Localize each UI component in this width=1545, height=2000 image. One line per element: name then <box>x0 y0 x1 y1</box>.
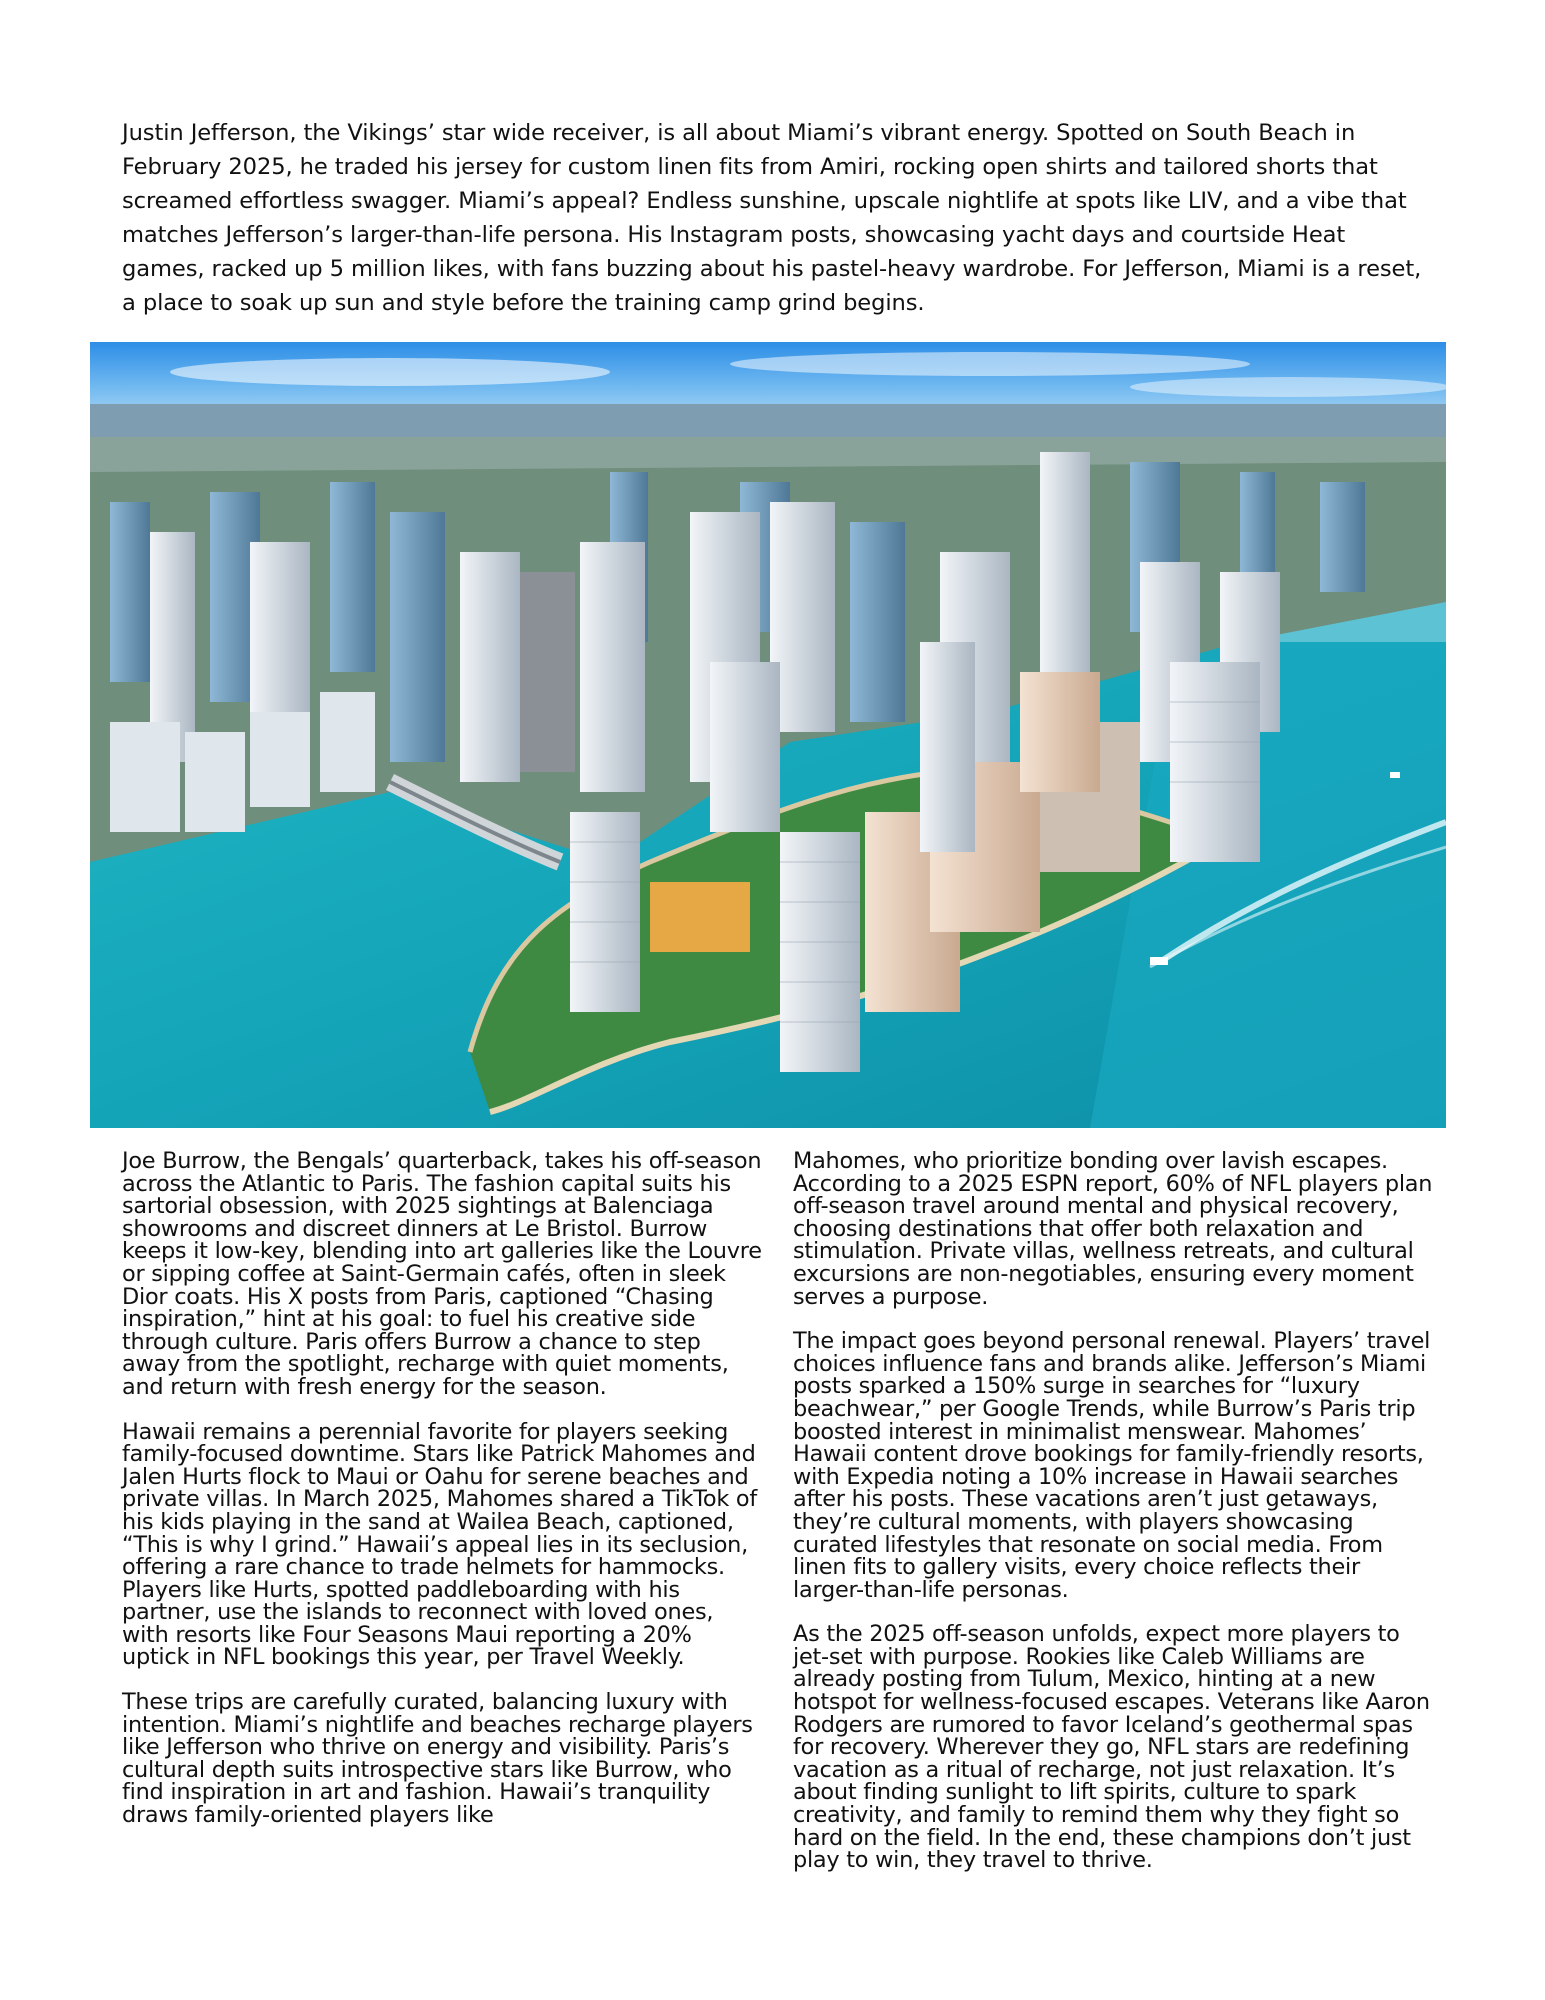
miami-aerial-photo <box>90 342 1446 1128</box>
intro-paragraph: Justin Jefferson, the Vikings’ star wide receiver, is all about Miami’s vibrant energy. Spotted on South Beach in February 2025, he traded his jersey for custom linen fits from Amiri, rocking open shirts and tailored shorts that screamed effortless swagger. Miami’s appeal? Endless sunshine, upscale nightlife at spots like LIV, and a vibe that matches Jefferson’s larger-than-life persona. His Instagram posts, showcasing yacht days and courtside Heat games, racked up 5 million likes, with fans buzzing about his pastel-heavy wardrobe. For Jefferson, Miami is a reset, a place to soak up sun and style before the training camp grind begins. <box>122 120 1422 316</box>
left-column <box>122 1150 762 1849</box>
paragraph-mahomes-bonding: Mahomes, who prioritize bonding over lavish escapes. According to a 2025 ESPN report, 60% of NFL players plan off-season travel around mental and physical recovery, choosing destinations that offer both relaxation and stimulation. Private villas, wellness retreats, and cultural excursions are non-negotiables, ensuring every moment serves a purpose. <box>793 1148 1433 1310</box>
paragraph-offseason-outlook: As the 2025 off-season unfolds, expect more players to jet-set with purpose. Rookies like Caleb Williams are already posting from Tulum, Mexico, hinting at a new hotspot for wellness-focused escapes. Veterans like Aaron Rodgers are rumored to favor Iceland’s geothermal spas for recovery. Wherever they go, NFL stars are redefining vacation as a ritual of recharge, not just relaxation. It’s about finding sunlight to lift spirits, culture to spark creativity, and family to remind them why they fight so hard on the field. In the end, these champions don’t just play to win, they travel to thrive. <box>793 1621 1430 1874</box>
paragraph-burrow-paris: Joe Burrow, the Bengals’ quarterback, takes his off-season across the Atlantic to Paris. The fashion capital suits his sartorial obsession, with 2025 sightings at Balenciaga showrooms and discreet dinners at Le Bristol. Burrow keeps it low-key, blending into art galleries like the Louvre or sipping coffee at Saint-Germain cafés, often in sleek Dior coats. His X posts from Paris, captioned “Chasing inspiration,” hint at his goal: to fuel his creative side through culture. Paris offers Burrow a chance to step away from the spotlight, recharge with quiet moments, and return with fresh energy for the season. <box>122 1148 762 1400</box>
paragraph-curated-trips: These trips are carefully curated, balancing luxury with intention. Miami’s nightlife and beaches recharge players like Jefferson who thrive on energy and visibility. Paris’s cultural depth suits introspective stars like Burrow, who find inspiration in art and fashion. Hawaii’s tranquility draws family-oriented players like <box>122 1689 753 1829</box>
paragraph-impact: The impact goes beyond personal renewal. Players’ travel choices influence fans and brands alike. Jefferson’s Miami posts sparked a 150% surge in searches for “luxury beachwear,” per Google Trends, while Burrow’s Paris trip boosted interest in minimalist menswear. Mahomes’ Hawaii content drove bookings for family-friendly resorts, with Expedia noting a 10% increase in Hawaii searches after his posts. These vacations aren’t just getaways, they’re cultural moments, with players showcasing curated lifestyles that resonate on social media. From linen fits to gallery visits, every choice reflects their larger-than-life personas. <box>793 1328 1431 1603</box>
paragraph-hawaii: Hawaii remains a perennial favorite for players seeking family-focused downtime. Stars like Patrick Mahomes and Jalen Hurts flock to Maui or Oahu for serene beaches and private villas. In March 2025, Mahomes shared a TikTok of his kids playing in the sand at Wailea Beach, captioned, “This is why I grind.” Hawaii’s appeal lies in its seclusion, offering a rare chance to trade helmets for hammocks. Players like Hurts, spotted paddleboarding with his partner, use the islands to reconnect with loved ones, with resorts like Four Seasons Maui reporting a 20% uptick in NFL bookings this year, per Travel Weekly. <box>122 1418 758 1671</box>
right-column <box>793 1150 1433 1894</box>
